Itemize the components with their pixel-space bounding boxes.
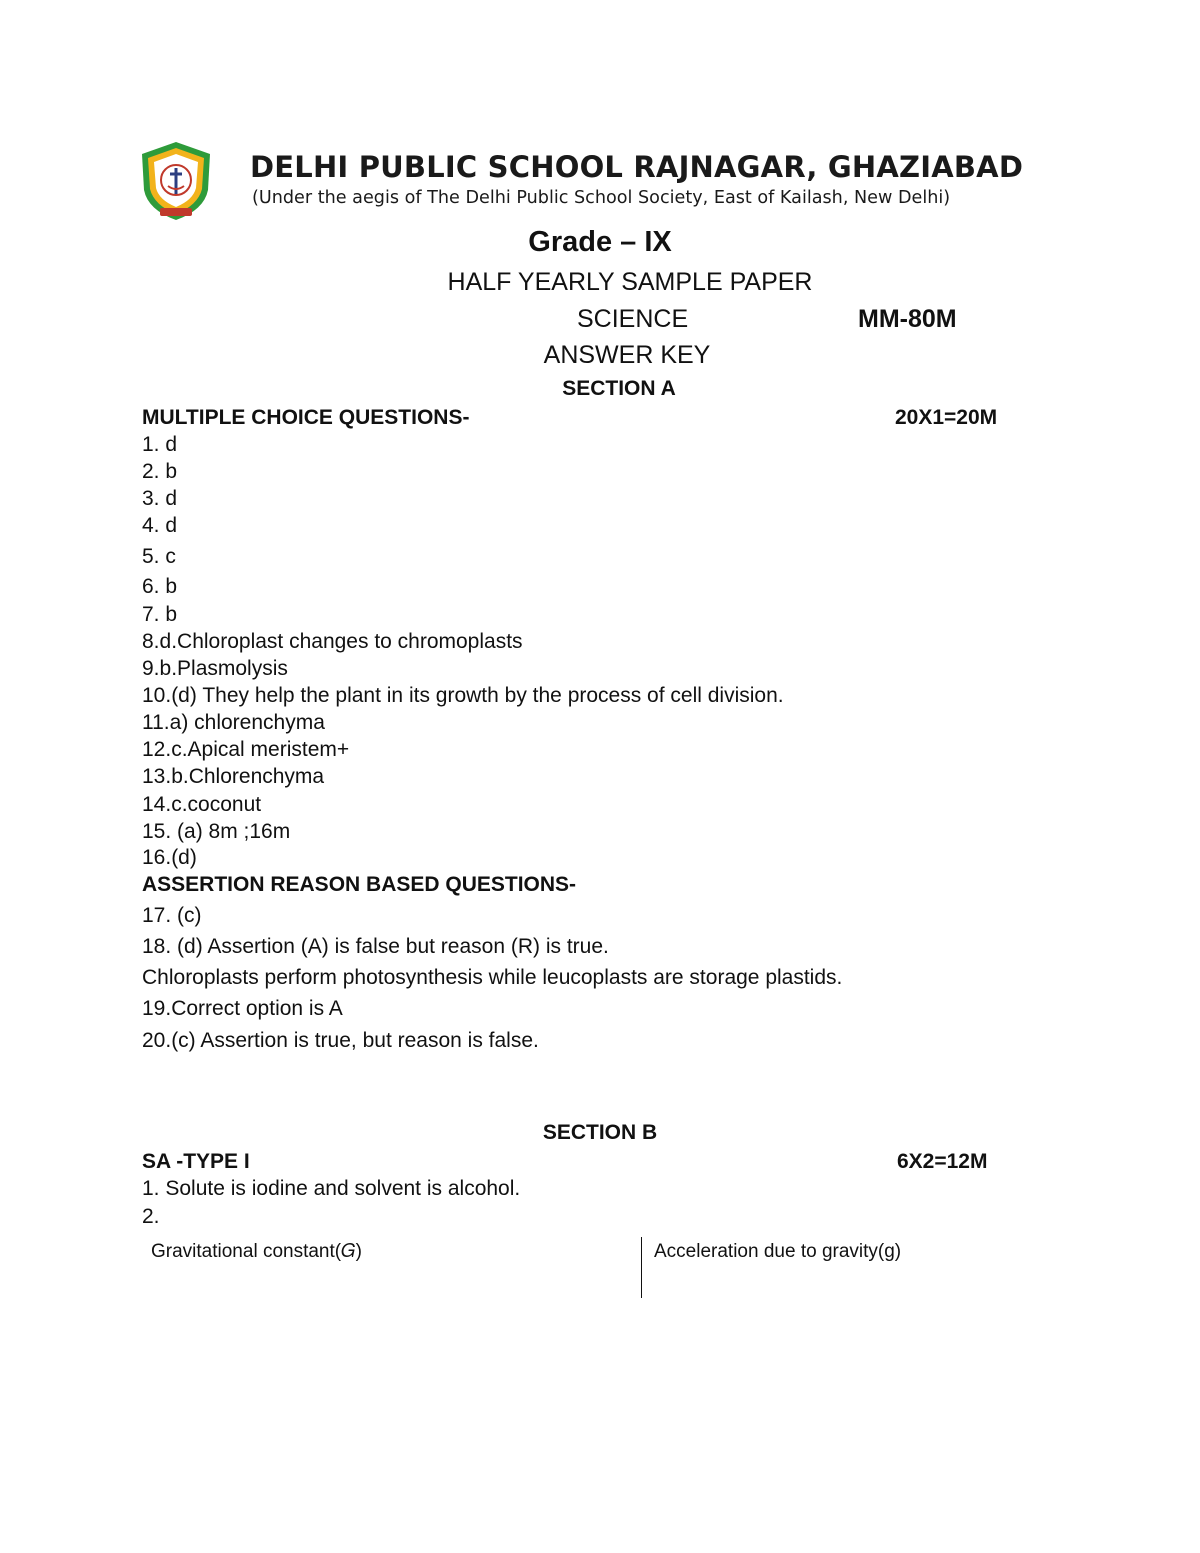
school-name: DELHI PUBLIC SCHOOL RAJNAGAR, GHAZIABAD [250, 150, 1024, 184]
answer-line: 14.c.coconut [142, 793, 262, 816]
paper-title: HALF YEARLY SAMPLE PAPER [447, 268, 813, 296]
section-a-heading: SECTION A [562, 377, 676, 400]
answer-line: 20.(c) Assertion is true, but reason is false. [142, 1029, 539, 1052]
answer-line: 15. (a) 8m ;16m [142, 820, 291, 843]
answer-line: 19.Correct option is A [142, 997, 343, 1020]
answer-line: 17. (c) [142, 904, 202, 927]
grade-title: Grade – IX [528, 226, 672, 258]
answer-line: 2. [142, 1205, 160, 1228]
answer-line: 18. (d) Assertion (A) is false but reason (R) is true. [142, 935, 609, 958]
answer-line: 12.c.Apical meristem+ [142, 738, 350, 761]
answer-line: 16.(d) [142, 846, 197, 869]
mcq-marks: 20X1=20M [895, 406, 998, 429]
sa-marks: 6X2=12M [897, 1150, 988, 1173]
max-marks: MM-80M [858, 305, 957, 333]
answer-line: 10.(d) They help the plant in its growth by the process of cell division. [142, 684, 784, 707]
mcq-heading: MULTIPLE CHOICE QUESTIONS- [142, 406, 470, 429]
table-header-left: Gravitational constant(𝐺) [151, 1241, 362, 1262]
section-b-heading: SECTION B [542, 1121, 658, 1144]
table-divider [641, 1237, 642, 1298]
school-subtitle: (Under the aegis of The Delhi Public School Society, East of Kailash, New Delhi) [252, 188, 951, 208]
sa-type-heading: SA -TYPE I [142, 1150, 250, 1173]
school-crest-icon [138, 140, 214, 222]
answer-line: 1. d [142, 433, 178, 456]
answer-line: Chloroplasts perform photosynthesis while leucoplasts are storage plastids. [142, 966, 843, 989]
answer-line: 1. Solute is iodine and solvent is alcohol. [142, 1177, 521, 1200]
answer-line: 11.a) chlorenchyma [142, 711, 325, 734]
answer-line: 8.d.Chloroplast changes to chromoplasts [142, 630, 523, 653]
answer-line: 9.b.Plasmolysis [142, 657, 288, 680]
answer-line: 5. c [142, 545, 176, 568]
answer-line: 3. d [142, 487, 178, 510]
answer-line: 2. b [142, 460, 178, 483]
subject-title: SCIENCE [577, 305, 689, 333]
table-header-right: Acceleration due to gravity(g) [654, 1241, 902, 1262]
assertion-reason-heading: ASSERTION REASON BASED QUESTIONS- [142, 873, 577, 896]
answer-line: 4. d [142, 514, 178, 537]
answer-line: 7. b [142, 603, 178, 626]
answer-key-title: ANSWER KEY [543, 341, 711, 369]
answer-line: 6. b [142, 575, 178, 598]
answer-line: 13.b.Chlorenchyma [142, 765, 325, 788]
